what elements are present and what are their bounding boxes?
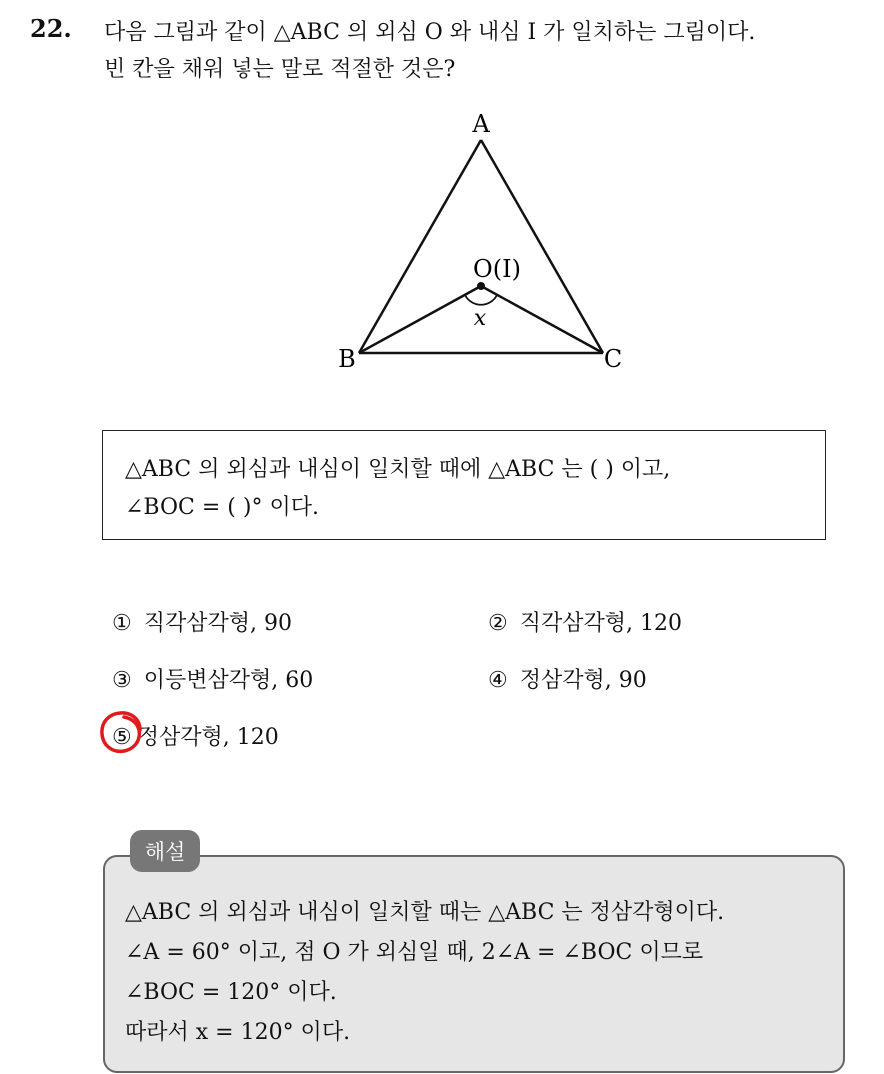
- side-ab: [359, 140, 481, 353]
- choice-3-number: ③: [112, 668, 132, 693]
- choice-1-text: 직각삼각형, 90: [143, 611, 292, 636]
- choice-2-number: ②: [488, 611, 508, 636]
- solution-line-2: ∠A = 60° 이고, 점 O 가 외심일 때, 2∠A = ∠BOC 이므로: [125, 940, 704, 965]
- solution-tab-label: 해설: [130, 830, 200, 872]
- label-center: O(I): [473, 255, 521, 283]
- answer-mark-circle: [96, 708, 146, 758]
- solution-line-1: △ABC 의 외심과 내심이 일치할 때는 △ABC 는 정삼각형이다.: [125, 900, 725, 925]
- triangle-figure: [300, 110, 640, 390]
- choice-1[interactable]: [112, 606, 292, 637]
- solution-box: [103, 855, 845, 1073]
- solution-line-4: 따라서 x = 120° 이다.: [125, 1020, 351, 1045]
- label-b: B: [338, 345, 356, 373]
- fill-box-line-1: △ABC 의 외심과 내심이 일치할 때에 △ABC 는 ( ) 이고,: [125, 457, 671, 482]
- label-c: C: [603, 345, 623, 373]
- fill-box-line-2: ∠BOC = ( )° 이다.: [125, 495, 319, 520]
- side-ac: [481, 140, 603, 353]
- choice-2-text: 직각삼각형, 120: [519, 611, 682, 636]
- question-number: 22.: [30, 14, 72, 43]
- fill-in-box: [102, 430, 826, 540]
- center-point: [477, 282, 485, 290]
- label-angle-x: x: [473, 306, 487, 331]
- choice-4-number: ④: [488, 668, 508, 693]
- choice-5-text: 정삼각형, 120: [137, 725, 279, 750]
- choice-2[interactable]: [488, 606, 682, 637]
- angle-arc: [465, 295, 497, 305]
- choice-4[interactable]: [488, 663, 647, 694]
- question-line-1: 다음 그림과 같이 △ABC 의 외심 O 와 내심 I 가 일치하는 그림이다.: [104, 20, 756, 45]
- choice-4-text: 정삼각형, 90: [519, 668, 647, 693]
- label-a: A: [472, 110, 490, 138]
- choice-5-number: ⑤: [112, 725, 132, 750]
- question-text: [104, 14, 874, 88]
- choice-3-text: 이등변삼각형, 60: [143, 668, 314, 693]
- question-line-2: 빈 칸을 채워 넣는 말로 적절한 것은?: [104, 57, 456, 82]
- solution-line-3: ∠BOC = 120° 이다.: [125, 980, 337, 1005]
- choice-3[interactable]: [112, 663, 313, 694]
- choice-1-number: ①: [112, 611, 132, 636]
